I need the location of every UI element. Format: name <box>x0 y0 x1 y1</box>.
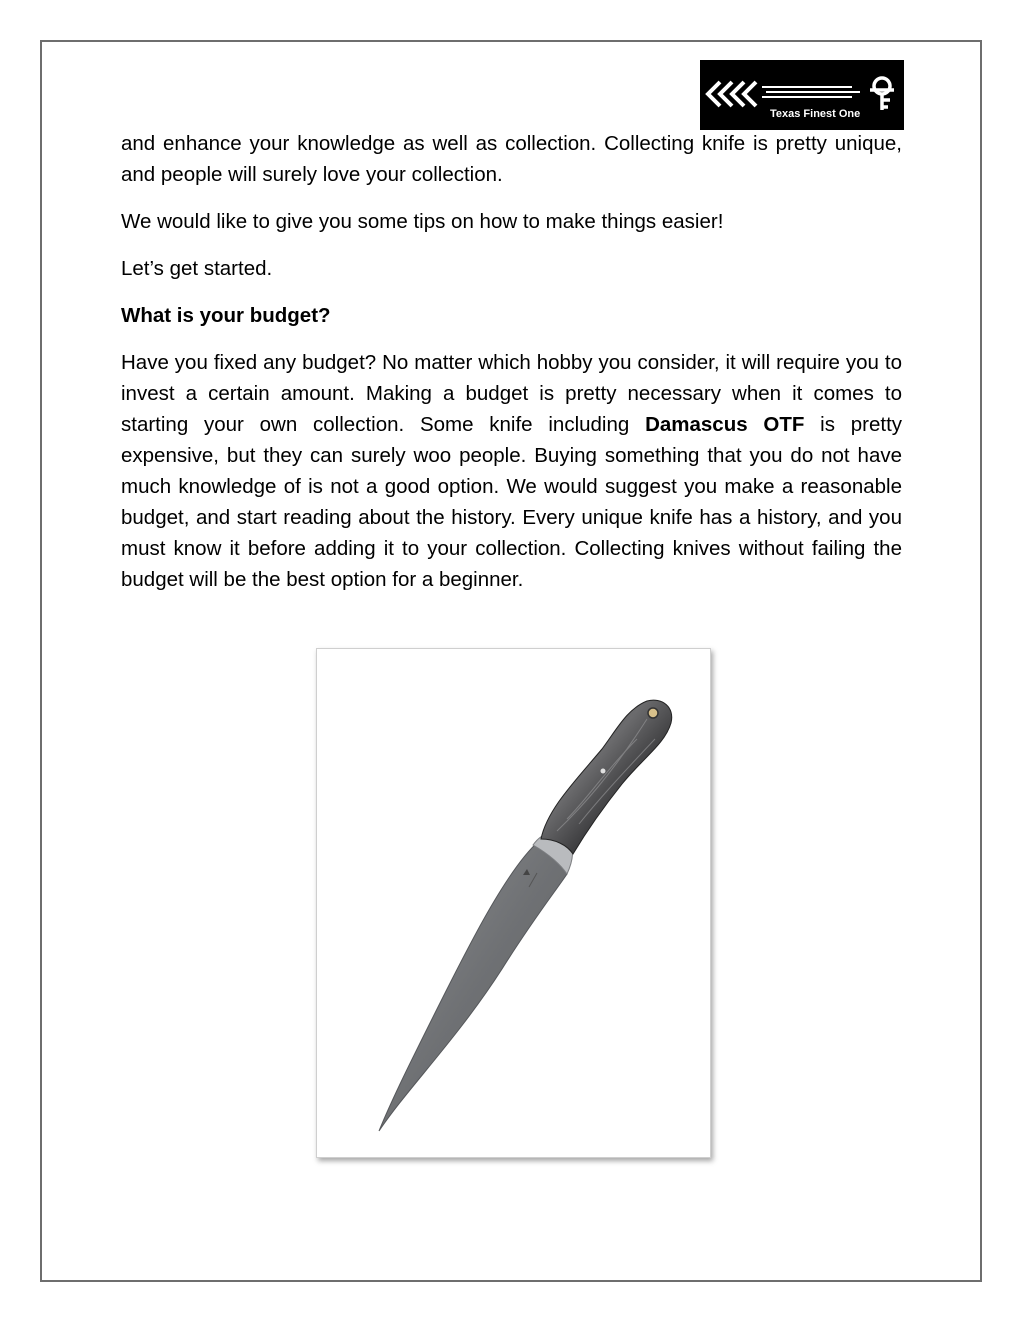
knife-illustration <box>317 649 710 1157</box>
article-content <box>121 128 902 611</box>
company-logo <box>700 60 904 130</box>
start-paragraph: Let’s get started. <box>121 257 273 280</box>
section-heading: What is your budget? <box>121 304 331 327</box>
damascus-otf-keyword: Damascus OTF <box>645 413 805 436</box>
intro-paragraph: and enhance your knowledge as well as collection. Collecting knife is pretty unique, and people will surely love your collection. <box>121 132 902 186</box>
budget-text-part2: is pretty expensive, but they can surely woo people. Buying something that you do not have much knowledge of is not a good option. We would suggest you make a reasonable budget, and start reading about the history. Every unique knife has a history, and you must know it before adding it to your collection. Collecting knives without failing the budget will be the best option for a beginner. <box>121 413 903 591</box>
budget-text-part1: Have you fixed any budget? No matter which hobby you consider, it will require you to invest a certain amount. Making a budget is pretty necessary when it comes to starting your own collection. Some knife including <box>121 351 902 436</box>
tips-paragraph: We would like to give you some tips on how to make things easier! <box>121 210 724 233</box>
budget-paragraph <box>121 347 902 595</box>
knife-photo <box>316 648 711 1158</box>
logo-wordmark: Texas Finest One <box>770 108 861 120</box>
